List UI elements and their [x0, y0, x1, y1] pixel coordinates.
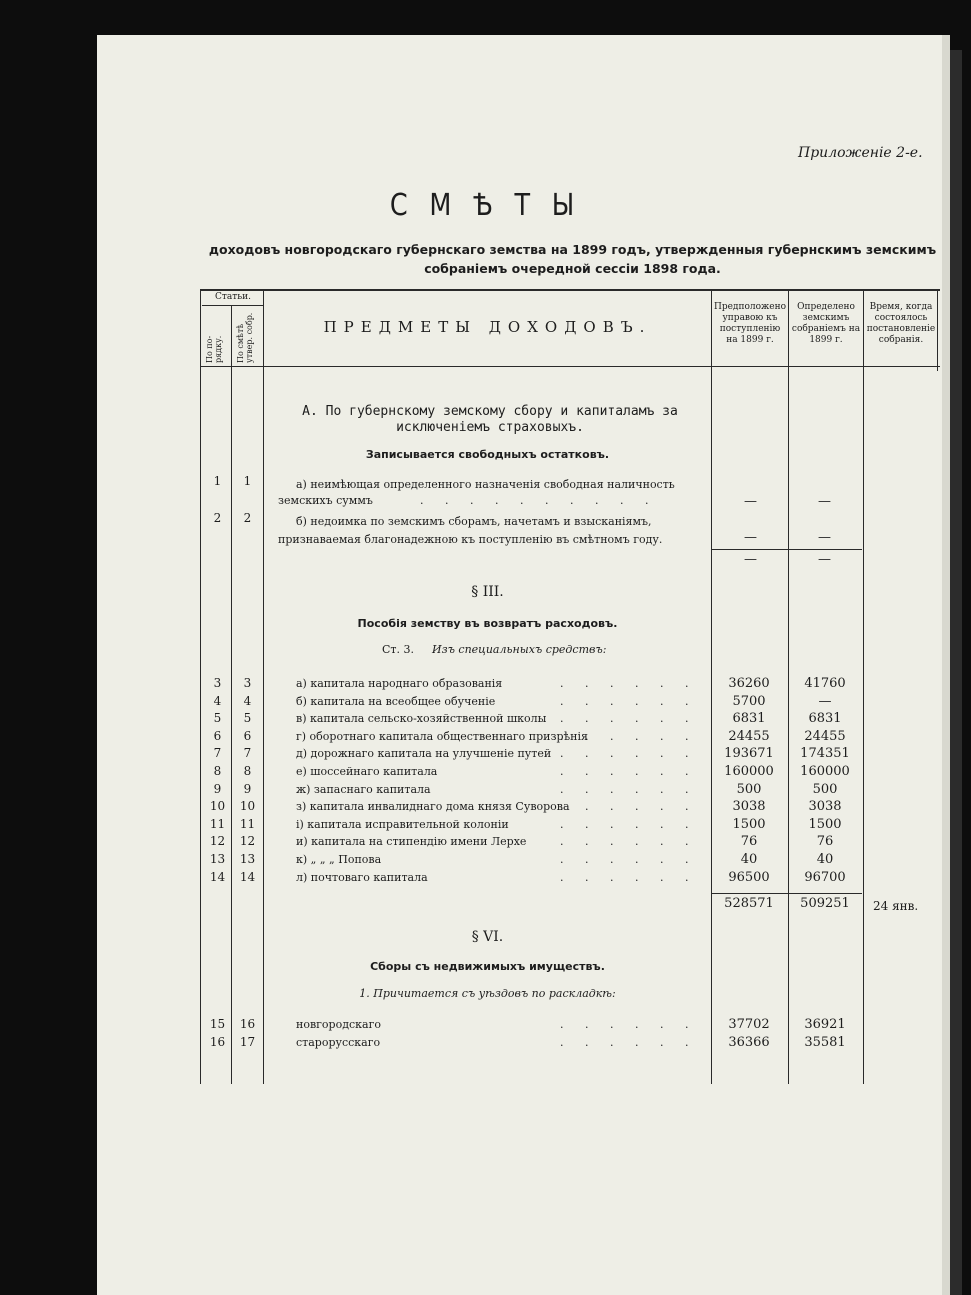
table-row-estimate: 11	[239, 816, 256, 831]
table-top-rule	[200, 289, 940, 291]
header-bottom-rule	[200, 366, 940, 367]
table-row-v1: 96500	[728, 869, 770, 885]
table-row-order: 12	[209, 834, 226, 849]
table-row-leader-dots: . . . . . .	[560, 800, 698, 814]
row-1-line1: а) неимѣющая определенного назначенiя свободная наличность	[296, 478, 675, 491]
table-row-v1: 5700	[732, 693, 766, 709]
table-row-leader-dots: . . . . . .	[560, 817, 698, 831]
table-row-v2: 96700	[804, 869, 846, 885]
table-row-label: г) оборотнаго капитала общественнаго призрѣнiя	[296, 729, 588, 743]
table-row-estimate: 4	[243, 693, 252, 708]
table-row-order: 3	[213, 676, 222, 690]
table-row-v2: 24455	[804, 728, 846, 744]
table-row-v2: 36921	[804, 1017, 846, 1032]
table-row-label: а) капитала народнаго образованiя	[296, 677, 503, 690]
table-row-order: 6	[213, 728, 222, 743]
table-row-leader-dots: . . . . . .	[560, 765, 698, 778]
table-row-v1: 1500	[732, 816, 766, 832]
table-row-label: новгородскаго	[296, 1018, 381, 1031]
table-row-label: и) капитала на стипендiю имени Лерхе	[296, 835, 527, 849]
col-rule-2	[231, 305, 232, 1084]
table-row-v1: 193671	[724, 746, 774, 762]
section-3-subheading: Пособiя земству въ возвратъ расходовъ.	[357, 617, 618, 630]
table-row-estimate: 14	[239, 869, 256, 884]
header-po-smete: По смѣтѣ утвер. собр.	[236, 312, 254, 363]
table-row-estimate: 7	[243, 746, 252, 761]
table-row-v1: 37702	[728, 1017, 770, 1032]
section-6-note: 1. Причитается съ уѣздовъ по раскладкѣ:	[359, 987, 616, 1000]
table-row-label: в) капитала сельско-хозяйственной школы	[296, 712, 547, 726]
table-row-v1: 36366	[728, 1034, 770, 1050]
table-row-order: 7	[213, 746, 222, 761]
table-row-estimate: 17	[239, 1034, 256, 1049]
table-row-v2: 174351	[800, 746, 850, 762]
table-row-label: к) „ „ „ Попова	[296, 853, 382, 866]
table-row-estimate: 3	[243, 676, 252, 690]
page-edge-strip	[950, 50, 962, 1295]
table-row-order: 16	[209, 1034, 226, 1049]
table-row-v2: 3038	[808, 799, 842, 815]
header-col2: Определено земскимъ собранiемъ на 1899 г.	[791, 302, 861, 345]
row-2-line1: б) недоимка по земскимъ сборамъ, начетамъ и взысканiямъ,	[296, 515, 652, 528]
table-row-label: д) дорожнаго капитала на улучшенiе путей	[296, 747, 552, 761]
table-row-leader-dots: . . . . . .	[560, 712, 698, 726]
section-3-date: 24 янв.	[873, 899, 919, 913]
table-row-order: 15	[209, 1017, 226, 1031]
row-1-line2: земскихъ суммъ	[278, 494, 373, 507]
row-1-dots: . . . . . . . . . .	[420, 494, 658, 507]
table-row-order: 5	[213, 711, 222, 726]
table-row-label: старорусскаго	[296, 1035, 381, 1049]
table-row-v1: 40	[740, 852, 758, 867]
table-row-v1: 76	[740, 834, 758, 850]
header-col1: Предположено управою къ поступленiю на 1899 г.	[714, 302, 787, 345]
header-predmety: ПРЕДМЕТЫ ДОХОДОВЪ.	[323, 318, 652, 336]
table-row-leader-dots: . . . . . .	[560, 694, 698, 708]
row-2-v2: —	[818, 530, 831, 545]
table-row-leader-dots: . . . . . .	[560, 1035, 698, 1049]
table-row-order: 14	[209, 869, 226, 884]
table-row-v1: 500	[736, 781, 762, 797]
section-a-sum-rule	[712, 549, 862, 550]
table-row-label: ж) запаснаго капитала	[296, 782, 431, 796]
table-row-order: 13	[209, 852, 226, 866]
row-2-order: 2	[213, 511, 222, 525]
table-row-v2: 35581	[804, 1034, 846, 1050]
table-row-v2: 160000	[800, 764, 850, 779]
row-2-estimate: 2	[243, 511, 252, 525]
table-row-estimate: 10	[239, 799, 256, 814]
table-row-order: 9	[213, 781, 222, 796]
header-col3: Время, когда состоялось постановленiе собранiя.	[866, 302, 936, 345]
table-row-estimate: 6	[243, 728, 252, 743]
table-row-label: б) капитала на всеобщее обученiе	[296, 694, 496, 708]
row-2-v1: —	[744, 530, 757, 545]
table-row-estimate: 12	[239, 834, 256, 849]
table-row-v2: 500	[812, 781, 838, 797]
table-row-label: з) капитала инвалиднаго дома князя Суворова	[296, 800, 570, 814]
table-row-v1: 3038	[732, 799, 766, 815]
section-a-subheading: Записывается свободныхъ остатковъ.	[365, 448, 610, 461]
table-row-estimate: 9	[243, 781, 252, 796]
table-row-v1: 36260	[728, 676, 770, 691]
col-rule-5	[788, 289, 789, 1084]
table-row-v2: 76	[816, 834, 834, 850]
table-row-v2: 41760	[804, 676, 846, 691]
section-a-total-v1: —	[744, 552, 757, 567]
table-row-leader-dots: . . . . . .	[560, 835, 698, 849]
row-1-v1: —	[744, 494, 757, 509]
document-subtitle: доходовъ новгородскаго губернскаго земства на 1899 годъ, утвержденныя губернскимъ земскимъ собранiемъ очередной сессiи 1898 года.	[208, 242, 937, 276]
document-title: С М Ѣ Т Ы	[389, 188, 582, 223]
table-row-v1: 6831	[732, 711, 766, 727]
section-6-heading: § VI.	[471, 929, 504, 945]
table-row-estimate: 16	[239, 1017, 256, 1031]
table-row-estimate: 5	[243, 711, 252, 726]
col-rule-1	[200, 289, 201, 1084]
table-row-leader-dots: . . . . . .	[560, 1018, 698, 1031]
table-row-v2: 1500	[808, 816, 842, 832]
table-row-leader-dots: . . . . . .	[560, 677, 698, 690]
table-row-leader-dots: . . . . . .	[560, 729, 698, 743]
statya-rule	[202, 305, 264, 306]
section-3-total-v2: 509251	[800, 896, 850, 911]
section-a-heading: А. По губернскому земскому сбору и капиталамъ за исключенiемъ страховыхъ.	[302, 404, 678, 435]
header-po-poryadku: По по- рядку.	[205, 335, 223, 363]
table-row-leader-dots: . . . . . .	[560, 782, 698, 796]
section-3-note: Изъ специальныхъ средствъ:	[432, 643, 607, 656]
row-1-order: 1	[213, 474, 222, 488]
table-row-label: i) капитала исправительной колонiи	[296, 817, 509, 831]
table-row-leader-dots: . . . . . .	[560, 853, 698, 866]
table-row-v2: 6831	[808, 711, 842, 727]
document-page	[97, 35, 950, 1295]
table-row-v2: 40	[816, 852, 834, 867]
table-row-order: 8	[213, 764, 222, 778]
table-row-order: 10	[209, 799, 226, 814]
appendix-label: Приложенiе 2-е.	[798, 145, 923, 161]
table-row-estimate: 13	[239, 852, 256, 866]
table-row-label: е) шоссейнаго капитала	[296, 765, 438, 778]
section-3-sum-rule	[712, 893, 862, 894]
col-rule-3	[263, 289, 264, 1084]
section-a-total-v2: —	[818, 552, 831, 567]
table-row-label: л) почтоваго капитала	[296, 870, 428, 884]
table-row-v1: 24455	[728, 728, 770, 744]
row-2-line2: признаваемая благонадежною къ поступленiю въ смѣтномъ году.	[278, 533, 663, 546]
section-6-subheading: Сборы съ недвижимыхъ имуществъ.	[370, 960, 605, 973]
section-3-note-prefix: Ст. 3.	[382, 643, 414, 656]
table-row-v2: —	[818, 693, 832, 709]
col-rule-4	[711, 289, 712, 1084]
table-row-estimate: 8	[243, 764, 252, 778]
row-1-v2: —	[818, 494, 831, 509]
table-row-order: 11	[209, 816, 226, 831]
table-row-leader-dots: . . . . . .	[560, 870, 698, 884]
table-row-order: 4	[213, 693, 222, 708]
header-statya: Статьи.	[215, 292, 251, 302]
section-3-heading: § III.	[471, 584, 504, 600]
col-rule-6	[863, 289, 864, 1084]
table-row-leader-dots: . . . . . .	[560, 747, 698, 761]
section-3-total-v1: 528571	[724, 896, 774, 911]
table-row-v1: 160000	[724, 764, 774, 779]
row-1-estimate: 1	[243, 474, 252, 488]
col-rule-7	[937, 289, 938, 371]
